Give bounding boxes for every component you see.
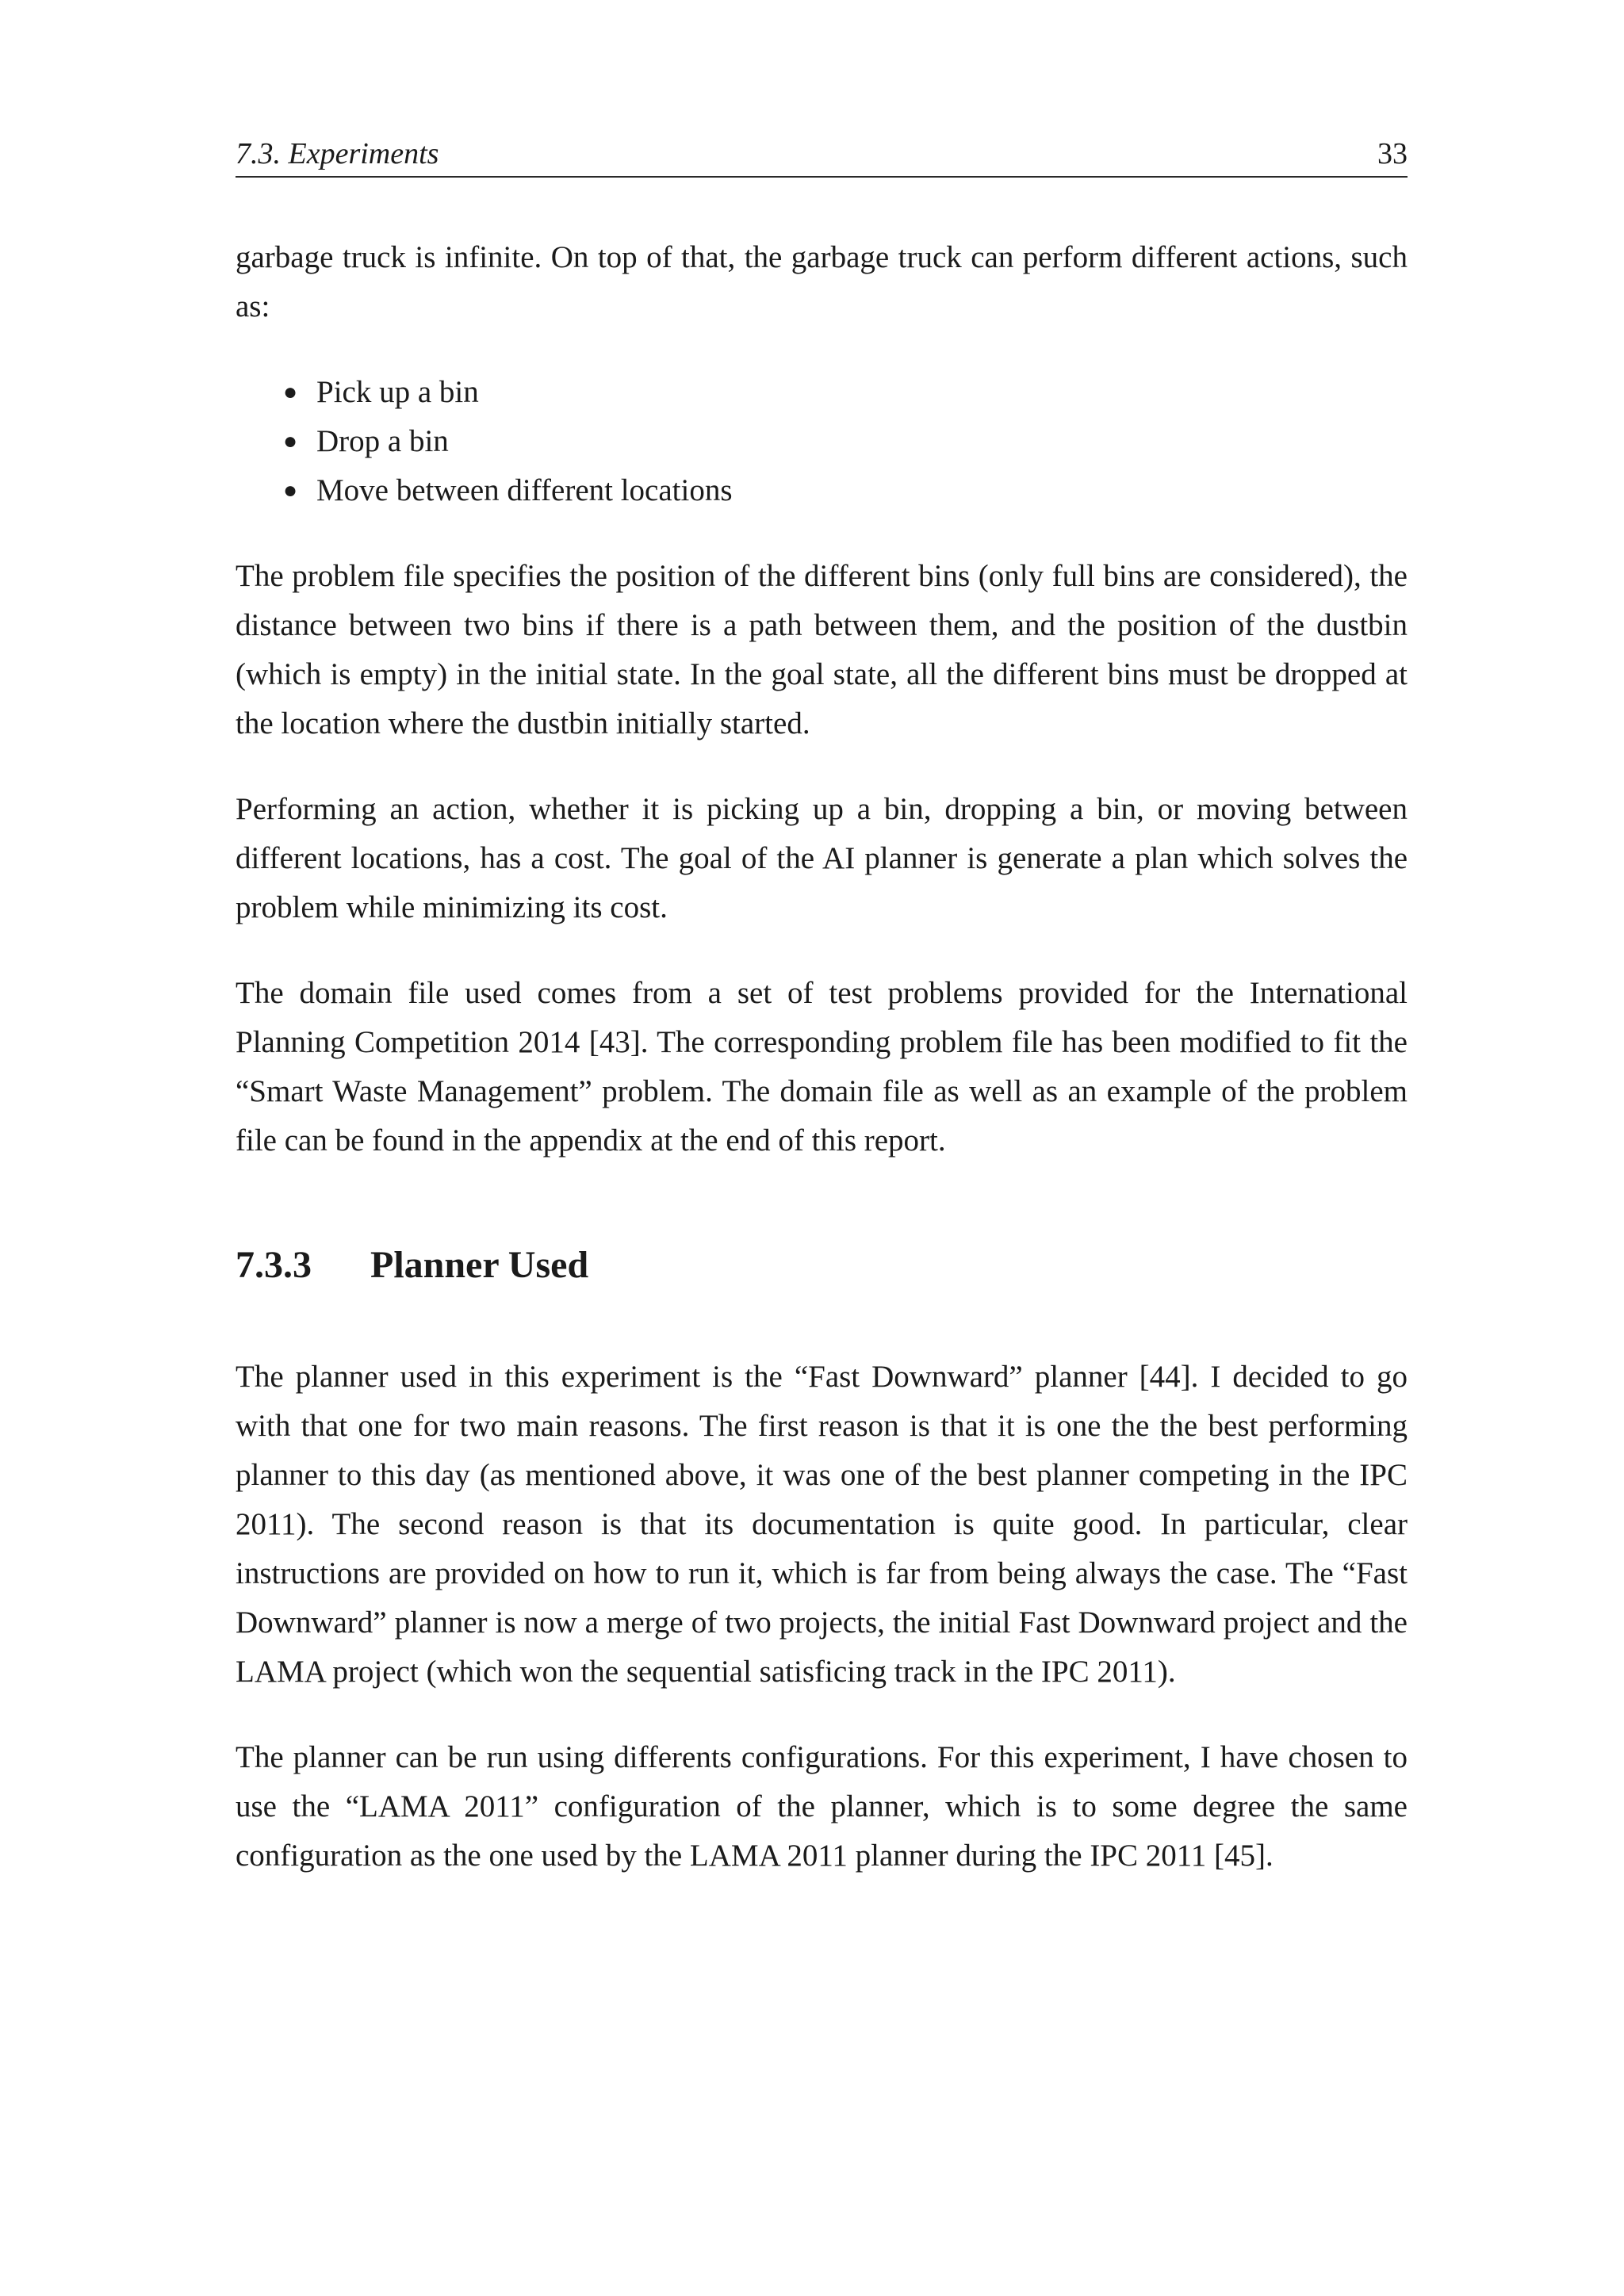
paragraph-intro: garbage truck is infinite. On top of that, the garbage truck can perform different actions, such as: bbox=[236, 240, 1408, 323]
header-page-number: 33 bbox=[1377, 137, 1408, 170]
list-item-text: Move between different locations bbox=[316, 473, 733, 507]
list-item bbox=[236, 417, 1408, 466]
list-item-text: Drop a bin bbox=[316, 424, 449, 458]
paragraph-configuration: The planner can be run using differents configurations. For this experiment, I have chosen to use the “LAMA 2011” configuration of the planner, which is to some degree the same configuration as the one used by the LAMA 2011 planner during the IPC 2011 [45]. bbox=[236, 1740, 1408, 1873]
list-item-text: Pick up a bin bbox=[316, 375, 479, 409]
bullet-icon: ● bbox=[283, 477, 298, 503]
document-page bbox=[236, 0, 1408, 2296]
paragraph-domain-file: The domain file used comes from a set of test problems provided for the International Planning Competition 2014 [43]. The corresponding problem file has been modified to fit the “Smart Waste Management” problem. The domain file as well as an example of the problem file can be found in the appendix at the end of this report. bbox=[236, 976, 1408, 1158]
paragraph-planner: The planner used in this experiment is the “Fast Downward” planner [44]. I decided to go with that one for two main reasons. The first reason is that it is one the the best performing planner to this day (as mentioned above, it was one of the best planner competing in the IPC 2011). The second reason is that its documentation is quite good. In particular, clear instructions are provided on how to run it, which is far from being always the case. The “Fast Downward” planner is now a merge of two projects, the initial Fast Downward project and the LAMA project (which won the sequential satisficing track in the IPC 2011). bbox=[236, 1360, 1408, 1689]
section-heading bbox=[236, 1242, 1408, 1289]
bullet-icon: ● bbox=[283, 428, 298, 454]
section-title: Planner Used bbox=[370, 1244, 589, 1286]
body-text bbox=[236, 233, 1408, 1917]
running-header bbox=[236, 133, 1408, 178]
list-item bbox=[236, 466, 1408, 515]
list-item bbox=[236, 368, 1408, 417]
paragraph-action-cost: Performing an action, whether it is picking up a bin, dropping a bin, or moving between different locations, has a cost. The goal of the AI planner is generate a plan which solves the problem while minimizing its cost. bbox=[236, 792, 1408, 924]
bullet-icon: ● bbox=[283, 379, 298, 405]
header-section-title: 7.3. Experiments bbox=[236, 137, 439, 170]
paragraph-problem-file: The problem file specifies the position of the different bins (only full bins are considered), the distance between two bins if there is a path between them, and the position of the dustbin (which is empty) in the initial state. In the goal state, all the different bins must be dropped at the location where the dustbin initially started. bbox=[236, 559, 1408, 740]
action-list bbox=[236, 368, 1408, 515]
section-number: 7.3.3 bbox=[236, 1244, 312, 1286]
